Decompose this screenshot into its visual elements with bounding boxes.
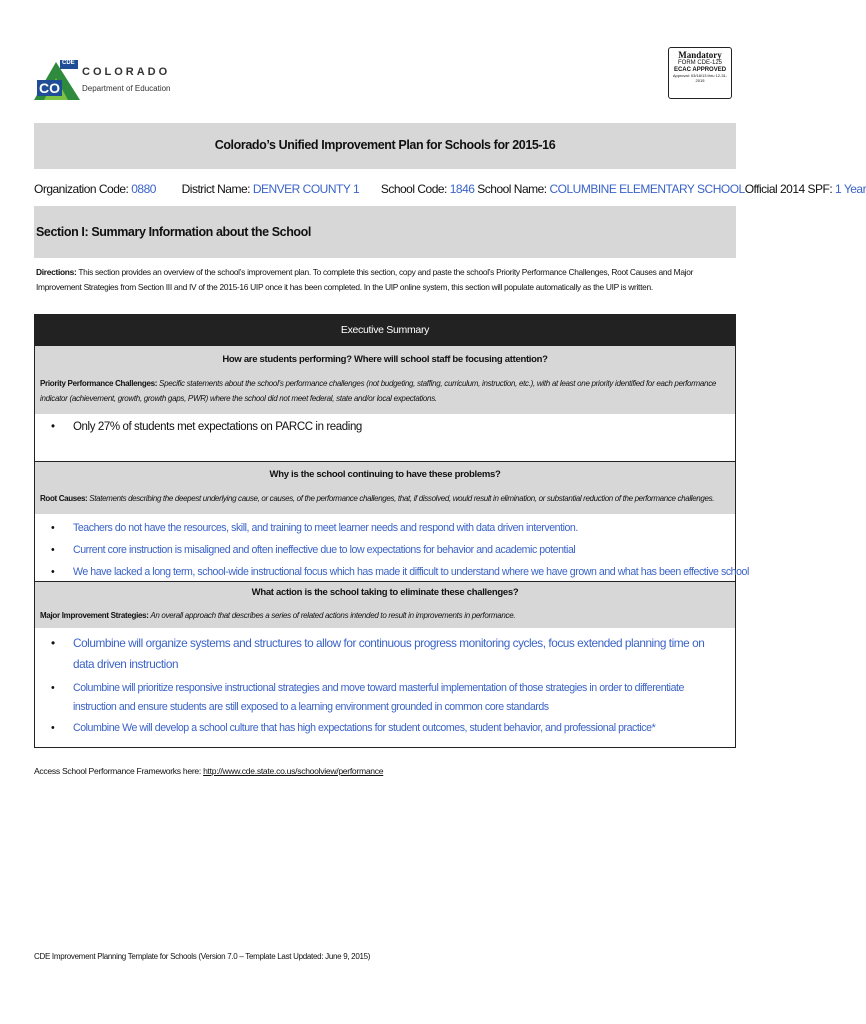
stamp-title: Mandatory: [678, 50, 722, 60]
school-code-value: 1846: [449, 182, 475, 196]
q-why: Why is the school continuing to have these problems?: [269, 469, 501, 480]
rc-text: Statements describing the deepest underlying cause, or causes, of the performance challenges, that, if dissolved, would result in elimination, or substantial reduction of the performance challenges.: [89, 494, 715, 503]
info-row: [34, 182, 866, 196]
list-item: • Columbine We will develop a school culture that has high expectations for student outcomes, student behavior, and professional practice*: [35, 719, 725, 738]
logo-letters: CO: [39, 80, 60, 96]
stamp-form: FORM CDE-125: [677, 60, 722, 67]
rc-label: Root Causes:: [40, 494, 88, 503]
school-code-label: School Code:: [380, 182, 447, 196]
mis-text: An overall approach that describes a series of related actions intended to result in improvements in performance.: [150, 611, 516, 620]
school-name-label: School Name:: [477, 182, 547, 196]
performance-framework-link[interactable]: http://www.cde.state.co.us/schoolview/performance: [203, 766, 384, 776]
list-item: • Columbine will prioritize responsive instructional strategies and move toward masterful implementation of those strategies in order to differentiate instruction and ensure students are still exposed to a learning environment grounded in common core standards: [35, 679, 725, 717]
spf-label: Official 2014 SPF:: [744, 182, 833, 196]
rc-list: [35, 517, 749, 583]
ppc-description: [40, 376, 730, 406]
org-department: Department of Education: [82, 84, 171, 93]
stamp-approved: ECAC APPROVED: [673, 67, 727, 74]
q-performance: How are students performing? Where will school staff be focusing attention?: [222, 354, 548, 365]
approval-stamp: [668, 47, 732, 99]
org-code-value: 0880: [131, 182, 156, 196]
ppc-text: Specific statements about the school’s performance challenges (not budgeting, staffing, curriculum, instruction, etc.), with at least one priority identified for each performance indicator (achievement, growth, growth gaps, PWR) where the school did not meet federal, state and/or local expectations.: [40, 379, 717, 403]
list-item: • Current core instruction is misaligned and often ineffective due to low expectations for behavior and academic potential: [35, 539, 735, 561]
ppc-list: [35, 421, 725, 433]
spf-value: 1 Year: [835, 182, 866, 196]
logo-badge: CDE: [62, 60, 75, 66]
directions-text: This section provides an overview of the school’s improvement plan. To complete this section, copy and paste the school’s Priority Performance Challenges, Root Causes and Major Improvement Strategies from Section III and IV of the 2015-16 UIP once it has been completed. In the UIP online system, this section will populate automatically as the UIP is written.: [36, 267, 694, 292]
section-heading: Section I: Summary Information about the School: [36, 225, 311, 239]
mis-label: Major Improvement Strategies:: [40, 611, 149, 620]
directions-label: Directions:: [36, 267, 77, 277]
page-footer: CDE Improvement Planning Template for Schools (Version 7.0 – Template Last Updated: June 9, 2015): [34, 952, 371, 961]
list-item: • We have lacked a long term, school-wide instructional focus which has made it difficult to understand where we have grown and what has been effective school: [35, 561, 735, 583]
page-title: Colorado’s Unified Improvement Plan for Schools for 2015-16: [214, 138, 556, 152]
mis-list: [35, 633, 725, 738]
ppc-label: Priority Performance Challenges:: [40, 379, 158, 388]
district-label: District Name:: [181, 182, 250, 196]
rc-description: [40, 491, 735, 506]
directions: [36, 265, 736, 295]
cde-logo: [34, 58, 80, 100]
access-label: Access School Performance Frameworks here:: [34, 766, 201, 776]
list-item: • Columbine will organize systems and structures to allow for continuous progress monitoring cycles, focus extended planning time on data driven instruction: [35, 633, 725, 675]
org-code-label: Organization Code:: [34, 182, 129, 196]
q-action: What action is the school taking to eliminate these challenges?: [251, 587, 519, 598]
access-line: [34, 766, 383, 776]
district-value: DENVER COUNTY 1: [252, 182, 360, 196]
mis-description: [40, 608, 730, 623]
org-name: COLORADO: [82, 66, 171, 78]
list-item: • Only 27% of students met expectations on PARCC in reading: [35, 421, 725, 433]
list-item: • Teachers do not have the resources, skill, and training to meet learner needs and respond with data driven intervention.: [35, 517, 735, 539]
school-name-value: COLUMBINE ELEMENTARY SCHOOL: [549, 182, 745, 196]
exec-title: Executive Summary: [340, 324, 430, 336]
stamp-date: Approval: 03/18/13 thru 12-31-2015: [672, 73, 728, 83]
executive-summary-table: [34, 314, 749, 748]
